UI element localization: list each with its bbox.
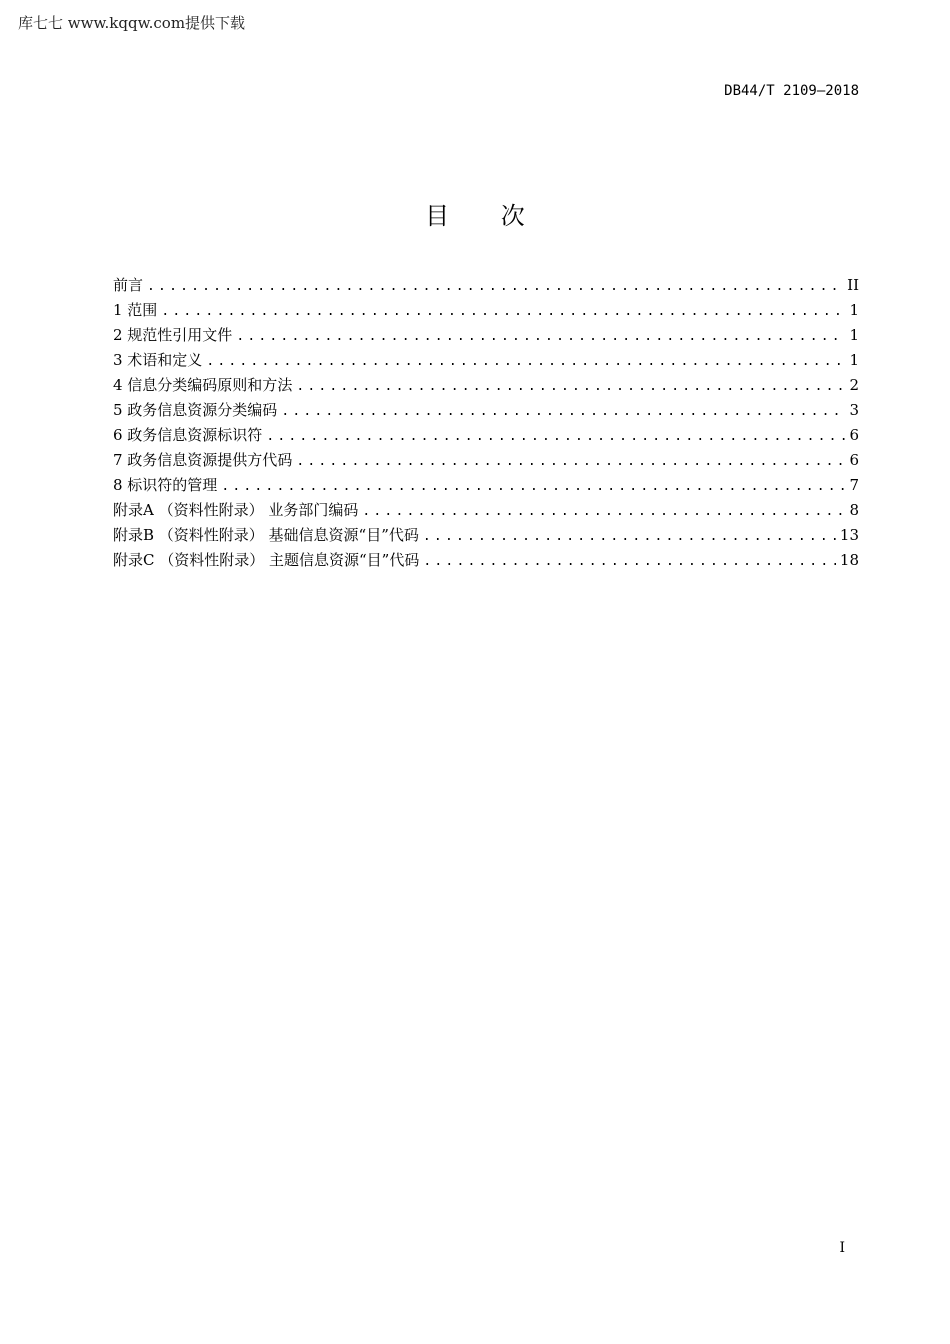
toc-entry-identifier[interactable] [113, 425, 859, 450]
toc-entry-label: 8 标识符的管理 [113, 476, 218, 494]
toc-leader-dots [281, 402, 845, 422]
toc-entry-label: 前言 [113, 276, 144, 294]
toc-entry-page: 1 [849, 351, 859, 369]
toc-entry-appendix-a[interactable] [113, 500, 859, 525]
toc-entry-label: 1 范围 [113, 301, 158, 319]
toc-leader-dots [266, 427, 845, 447]
toc-entry-label: 3 术语和定义 [113, 351, 203, 369]
toc-entry-page: 1 [849, 326, 859, 344]
toc-entry-coding-principles[interactable] [113, 375, 859, 400]
toc-entry-appendix-b[interactable] [113, 525, 859, 550]
toc-entry-page: 7 [849, 476, 859, 494]
toc-leader-dots [161, 302, 845, 322]
toc-leader-dots [423, 552, 836, 572]
toc-entry-page: 3 [849, 401, 859, 419]
toc-entry-page: 8 [849, 501, 859, 519]
toc-leader-dots [362, 502, 845, 522]
toc-entry-label: 附录C （资料性附录） 主题信息资源“目”代码 [113, 551, 420, 569]
toc-entry-page: 2 [849, 376, 859, 394]
toc-entry-label: 附录A （资料性附录） 业务部门编码 [113, 501, 359, 519]
toc-entry-label: 2 规范性引用文件 [113, 326, 233, 344]
toc-entry-label: 附录B （资料性附录） 基础信息资源“目”代码 [113, 526, 419, 544]
standard-code: DB44/T 2109—2018 [724, 83, 859, 99]
toc-entry-label: 4 信息分类编码原则和方法 [113, 376, 293, 394]
toc-entry-normative-references[interactable] [113, 325, 859, 350]
toc-leader-dots [236, 327, 845, 347]
watermark-text: 库七七 www.kqqw.com提供下载 [18, 14, 246, 32]
toc-leader-dots [147, 277, 843, 297]
toc-entry-terms[interactable] [113, 350, 859, 375]
toc-entry-page: 1 [849, 301, 859, 319]
toc-leader-dots [221, 477, 845, 497]
toc-leader-dots [423, 527, 836, 547]
page-title: 目 次 [425, 202, 547, 230]
toc-entry-identifier-management[interactable] [113, 475, 859, 500]
toc-entry-classification-coding[interactable] [113, 400, 859, 425]
toc-entry-foreword[interactable] [113, 275, 859, 300]
toc-leader-dots [296, 452, 845, 472]
toc-entry-appendix-c[interactable] [113, 550, 859, 575]
toc-leader-dots [296, 377, 845, 397]
toc-entry-scope[interactable] [113, 300, 859, 325]
table-of-contents [113, 275, 859, 575]
toc-entry-page: 6 [849, 451, 859, 469]
page-number: I [839, 1240, 845, 1256]
toc-entry-page: 6 [849, 426, 859, 444]
toc-entry-page: 18 [839, 551, 859, 569]
toc-entry-label: 7 政务信息资源提供方代码 [113, 451, 293, 469]
toc-entry-provider-code[interactable] [113, 450, 859, 475]
toc-entry-label: 6 政务信息资源标识符 [113, 426, 263, 444]
toc-entry-label: 5 政务信息资源分类编码 [113, 401, 278, 419]
toc-entry-page: II [847, 276, 859, 294]
toc-leader-dots [206, 352, 845, 372]
toc-entry-page: 13 [839, 526, 859, 544]
